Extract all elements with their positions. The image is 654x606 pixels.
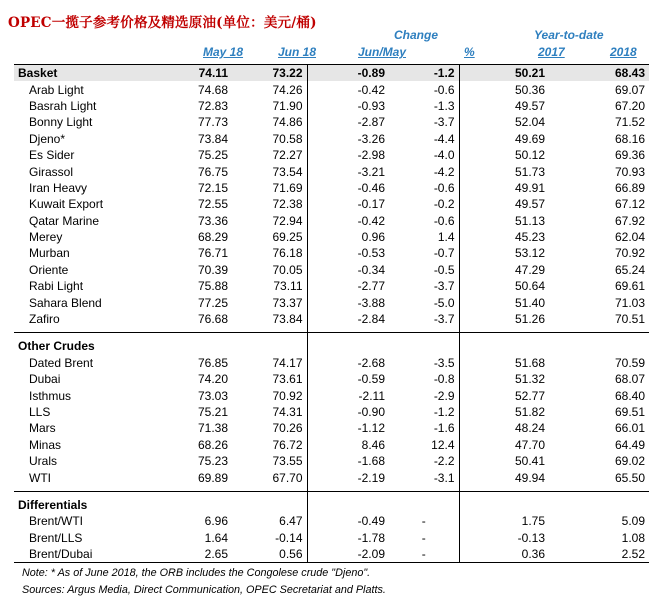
table-row [14, 180, 649, 196]
value-2018: 66.01 [614, 421, 645, 436]
value-pct: -0.6 [433, 82, 455, 97]
crude-name: Rabi Light [29, 279, 84, 294]
group-header-differentials [14, 497, 649, 513]
value-2018: 1.08 [621, 530, 645, 545]
table-row [14, 147, 649, 163]
value-change: -2.68 [307, 355, 389, 371]
crude-name: Mars [29, 421, 56, 436]
crude-name: Merey [29, 230, 63, 245]
crude-name: Oriente [29, 262, 69, 277]
value-jun: 0.56 [232, 546, 307, 563]
value-2017: 47.70 [459, 437, 549, 453]
value-may: 74.68 [197, 82, 228, 97]
table-row [14, 81, 649, 97]
value-jun: 67.70 [272, 470, 303, 485]
value-2017: 50.36 [459, 81, 549, 97]
empty-cell [232, 497, 307, 513]
table-row [14, 530, 649, 546]
value-pct: - [421, 530, 426, 545]
crude-name: Iran Heavy [29, 180, 88, 195]
value-change: -0.49 [307, 513, 389, 529]
value-change: -2.87 [307, 114, 389, 130]
table-row [14, 355, 649, 371]
value-2018: 66.89 [614, 180, 645, 195]
crude-name: LLS [29, 405, 51, 419]
value-2018: 69.61 [614, 279, 645, 294]
value-change: -2.11 [307, 387, 389, 403]
table-row [14, 213, 649, 229]
value-2018: 70.59 [614, 355, 645, 370]
basket-pct: -1.2 [389, 65, 459, 82]
value-2017: 48.24 [459, 420, 549, 436]
value-may: 77.25 [197, 295, 228, 310]
crude-name: Murban [29, 246, 70, 261]
value-2018: 68.40 [614, 388, 645, 403]
table-row [14, 311, 649, 327]
value-2017: -0.13 [459, 530, 549, 546]
value-may: 76.85 [197, 355, 228, 370]
value-2017: 45.23 [459, 229, 549, 245]
empty-cell [549, 497, 649, 513]
table-row [14, 98, 649, 114]
value-pct: -0.2 [433, 197, 455, 212]
col-header-2018: 2018 [610, 45, 637, 59]
value-2017: 49.91 [459, 180, 549, 196]
value-may: 75.23 [197, 454, 228, 469]
value-jun: 73.11 [273, 279, 303, 294]
value-may: 72.15 [197, 180, 228, 195]
value-2018: 68.07 [614, 372, 645, 387]
value-2018: 67.20 [614, 98, 645, 113]
value-change: -0.17 [307, 196, 389, 212]
value-change: -2.98 [307, 147, 389, 163]
crude-name: Girassol [29, 164, 74, 179]
value-2017: 50.64 [459, 278, 549, 294]
value-jun: 73.61 [272, 372, 303, 387]
value-jun: 73.54 [272, 164, 303, 179]
crude-name: Basrah Light [29, 98, 97, 113]
col-header-jun18: Jun 18 [278, 45, 317, 59]
value-pct: 12.4 [431, 437, 455, 452]
value-jun: -0.14 [275, 530, 303, 545]
empty-cell [154, 497, 232, 513]
basket-2018: 68.43 [549, 65, 649, 82]
value-may: 76.68 [197, 312, 228, 327]
value-change: 0.96 [307, 229, 389, 245]
value-pct: -1.3 [433, 98, 455, 113]
value-change: -0.93 [307, 98, 389, 114]
value-may: 69.89 [197, 470, 228, 485]
value-jun: 72.38 [272, 197, 303, 212]
footnote: Note: * As of June 2018, the ORB includes the Congolese crude "Djeno". [22, 567, 371, 579]
table-row [14, 229, 649, 245]
value-may: 1.64 [204, 530, 228, 545]
price-table-body [14, 65, 649, 563]
value-2018: 69.51 [614, 405, 645, 419]
value-2017: 51.13 [459, 213, 549, 229]
value-pct: -0.7 [433, 246, 455, 261]
value-2017: 53.12 [459, 245, 549, 261]
crude-name: Kuwait Export [29, 197, 104, 212]
value-jun: 73.55 [272, 454, 303, 469]
table-row [14, 294, 649, 310]
value-2017: 49.57 [459, 196, 549, 212]
table-row [14, 420, 649, 436]
value-jun: 74.26 [272, 82, 303, 97]
crude-name: Isthmus [29, 388, 72, 403]
value-2018: 69.07 [614, 82, 645, 97]
ytd-group-header: Year-to-date [534, 28, 604, 42]
value-jun: 69.25 [272, 230, 303, 245]
table-row [14, 513, 649, 529]
value-jun: 70.92 [272, 388, 303, 403]
value-jun: 74.86 [272, 115, 303, 130]
value-pct: 1.4 [437, 230, 455, 245]
value-may: 73.84 [197, 131, 228, 146]
group-label-differentials: Differentials [18, 497, 88, 512]
value-jun: 73.37 [272, 295, 303, 310]
table-row [14, 387, 649, 403]
crude-name: Bonny Light [29, 115, 93, 130]
value-2018: 67.12 [614, 197, 645, 212]
value-change: -0.34 [307, 262, 389, 278]
empty-cell [549, 338, 649, 354]
empty-cell [307, 497, 389, 513]
value-2017: 50.12 [459, 147, 549, 163]
value-pct: -4.2 [433, 164, 455, 179]
value-jun: 76.72 [272, 437, 303, 452]
value-2017: 51.82 [459, 404, 549, 420]
value-change: -2.19 [307, 469, 389, 485]
empty-cell [459, 497, 549, 513]
value-jun: 76.18 [272, 246, 303, 261]
table-title: OPEC一揽子参考价格及精选原油(单位：美元/桶) [8, 15, 317, 31]
value-may: 76.75 [197, 164, 228, 179]
crude-name: Arab Light [29, 82, 84, 97]
value-pct: - [389, 546, 459, 563]
value-2017: 0.36 [459, 546, 549, 563]
value-may: 72.83 [197, 98, 228, 113]
value-may: 6.96 [204, 514, 228, 529]
col-header-2017: 2017 [538, 45, 565, 59]
value-2017: 49.69 [459, 131, 549, 147]
value-may: 74.20 [197, 372, 228, 387]
table-row [14, 453, 649, 469]
value-pct: -0.5 [433, 262, 455, 277]
crude-name: Qatar Marine [29, 213, 100, 228]
empty-cell [307, 338, 389, 354]
crude-name: Brent/Dubai [14, 546, 154, 563]
value-pct: -3.7 [433, 312, 455, 327]
value-may: 76.71 [197, 246, 228, 261]
table-row [14, 196, 649, 212]
value-pct: -0.6 [433, 213, 455, 228]
empty-cell [459, 338, 549, 354]
value-2017: 51.68 [459, 355, 549, 371]
basket-change: -0.89 [307, 65, 389, 82]
table-row [14, 245, 649, 261]
crude-name: WTI [29, 470, 51, 485]
sources-note: Sources: Argus Media, Direct Communication, OPEC Secretariat and Platts. [22, 584, 386, 596]
table-row [14, 437, 649, 453]
value-pct: -0.8 [433, 372, 455, 387]
value-2017: 50.41 [459, 453, 549, 469]
value-jun: 6.47 [279, 514, 303, 529]
value-change: -0.42 [307, 213, 389, 229]
value-change: -0.59 [307, 371, 389, 387]
value-2017: 51.40 [459, 294, 549, 310]
basket-jun: 73.22 [232, 65, 307, 82]
price-table [14, 64, 649, 563]
empty-cell [232, 338, 307, 354]
value-may: 75.88 [197, 279, 228, 294]
basket-2017: 50.21 [459, 65, 549, 82]
value-pct: -2.9 [433, 388, 455, 403]
value-2018: 71.52 [614, 115, 645, 130]
crude-name: Djeno* [29, 131, 66, 146]
table-row [14, 404, 649, 420]
table-row [14, 163, 649, 179]
value-pct: -2.2 [433, 454, 455, 469]
crude-name: Es Sider [29, 148, 75, 163]
table-row-basket [14, 65, 649, 82]
value-change: -0.90 [307, 404, 389, 420]
value-pct: - [421, 514, 426, 529]
value-pct: -1.6 [433, 421, 455, 436]
table-row [14, 262, 649, 278]
value-may: 2.65 [154, 546, 232, 563]
value-2018: 70.92 [614, 246, 645, 261]
crude-name: Dated Brent [29, 355, 94, 370]
col-header-junmay: Jun/May [358, 45, 407, 59]
value-2017: 52.77 [459, 387, 549, 403]
value-2018: 71.03 [614, 295, 645, 310]
table-row [14, 371, 649, 387]
change-group-header: Change [394, 28, 439, 42]
basket-may: 74.11 [154, 65, 232, 82]
table-row [14, 114, 649, 130]
value-change: -3.88 [307, 294, 389, 310]
value-2018: 64.49 [614, 437, 645, 452]
value-may: 73.03 [197, 388, 228, 403]
group-label-other-crudes: Other Crudes [18, 339, 95, 354]
value-jun: 70.26 [272, 421, 303, 436]
value-may: 68.29 [197, 230, 228, 245]
value-2018: 65.50 [614, 470, 645, 485]
value-jun: 73.84 [272, 312, 303, 327]
value-2017: 51.73 [459, 163, 549, 179]
table-row [14, 278, 649, 294]
value-jun: 70.05 [272, 262, 303, 277]
crude-name: Dubai [29, 372, 61, 387]
value-2017: 51.26 [459, 311, 549, 327]
value-2017: 49.94 [459, 469, 549, 485]
value-2018: 70.93 [614, 164, 645, 179]
value-may: 72.55 [197, 197, 228, 212]
value-jun: 70.58 [272, 131, 303, 146]
value-2017: 47.29 [459, 262, 549, 278]
value-may: 73.36 [197, 213, 228, 228]
value-may: 75.25 [197, 148, 228, 163]
value-2017: 51.32 [459, 371, 549, 387]
value-2018: 65.24 [614, 262, 645, 277]
value-change: -1.68 [307, 453, 389, 469]
value-pct: -0.6 [433, 180, 455, 195]
value-change: -1.12 [307, 420, 389, 436]
value-change: -2.09 [307, 546, 389, 563]
value-jun: 74.31 [272, 405, 303, 419]
crude-name: Minas [29, 437, 62, 452]
value-may: 75.21 [197, 405, 228, 419]
value-2017: 52.04 [459, 114, 549, 130]
value-pct: -3.7 [433, 115, 455, 130]
value-change: -2.84 [307, 311, 389, 327]
col-header-may18: May 18 [203, 45, 244, 59]
value-2018: 62.04 [614, 230, 645, 245]
value-change: -2.77 [307, 278, 389, 294]
value-jun: 72.27 [272, 148, 303, 163]
value-pct: -4.0 [433, 148, 455, 163]
value-may: 70.39 [197, 262, 228, 277]
crude-name: Sahara Blend [29, 295, 102, 310]
value-2018: 70.51 [614, 312, 645, 327]
value-change: -3.26 [307, 131, 389, 147]
value-change: -1.78 [307, 530, 389, 546]
col-header-pct: % [464, 45, 475, 59]
value-pct: -3.5 [433, 355, 455, 370]
value-change: -3.21 [307, 163, 389, 179]
crude-name: Brent/WTI [29, 514, 84, 529]
empty-cell [389, 338, 459, 354]
value-pct: -3.7 [433, 279, 455, 294]
crude-name: Brent/LLS [29, 530, 83, 545]
value-2018: 67.92 [614, 213, 645, 228]
value-pct: -1.2 [433, 405, 455, 419]
value-jun: 74.17 [272, 355, 303, 370]
value-may: 68.26 [197, 437, 228, 452]
value-2017: 1.75 [459, 513, 549, 529]
value-change: -0.42 [307, 81, 389, 97]
value-2018: 5.09 [621, 514, 645, 529]
basket-label: Basket [14, 65, 154, 82]
value-change: -0.53 [307, 245, 389, 261]
table-row [14, 131, 649, 147]
value-jun: 72.94 [272, 213, 303, 228]
value-jun: 71.69 [272, 180, 303, 195]
crude-name: Urals [29, 454, 58, 469]
crude-name: Zafiro [29, 312, 60, 327]
value-change: -0.46 [307, 180, 389, 196]
value-change: 8.46 [307, 437, 389, 453]
value-2018: 2.52 [549, 546, 649, 563]
value-may: 77.73 [197, 115, 228, 130]
group-header-other-crudes [14, 338, 649, 354]
value-2018: 69.36 [614, 148, 645, 163]
value-2018: 69.02 [614, 454, 645, 469]
value-pct: -4.4 [433, 131, 455, 146]
value-pct: -3.1 [433, 470, 455, 485]
table-row [14, 469, 649, 485]
value-pct: -5.0 [433, 295, 455, 310]
value-jun: 71.90 [272, 98, 303, 113]
empty-cell [389, 497, 459, 513]
empty-cell [154, 338, 232, 354]
value-2017: 49.57 [459, 98, 549, 114]
value-may: 71.38 [197, 421, 228, 436]
table-row [14, 546, 649, 563]
value-2018: 68.16 [614, 131, 645, 146]
